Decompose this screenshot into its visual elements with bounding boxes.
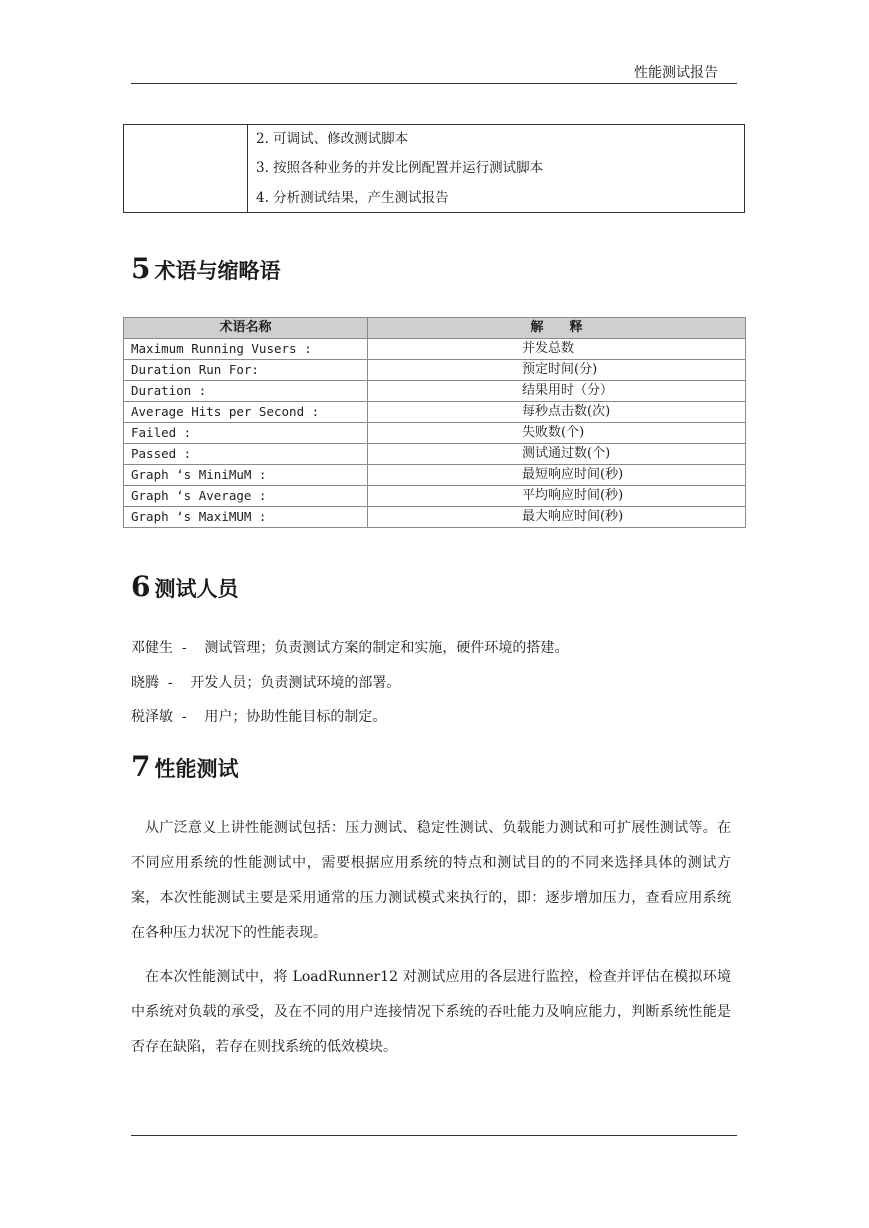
desc-cell: 最短响应时间(秒) xyxy=(368,465,746,486)
desc-cell: 测试通过数(个) xyxy=(368,444,746,465)
section-number: 6 xyxy=(131,570,151,603)
task-line-3: 3. 按照各种业务的并发比例配置并运行测试脚本 xyxy=(256,160,544,176)
section-6-heading xyxy=(131,570,238,603)
task-box xyxy=(123,124,745,213)
footer-rule xyxy=(131,1135,737,1136)
table-row xyxy=(124,402,746,423)
desc-cell: 失败数(个) xyxy=(368,423,746,444)
section-title: 性能测试 xyxy=(154,756,239,781)
term-cell: Maximum Running Vusers : xyxy=(124,339,368,360)
person-line: 邓健生 - 测试管理；负责测试方案的制定和实施，硬件环境的搭建。 xyxy=(131,640,569,656)
term-cell: Duration Run For: xyxy=(124,360,368,381)
section-5-heading xyxy=(131,252,280,285)
person-line: 晓腾 - 开发人员；负责测试环境的部署。 xyxy=(131,675,401,691)
desc-cell: 最大响应时间(秒) xyxy=(368,507,746,528)
table-row xyxy=(124,360,746,381)
table-row xyxy=(124,381,746,402)
column-header-term: 术语名称 xyxy=(124,318,368,339)
table-row xyxy=(124,486,746,507)
table-row xyxy=(124,423,746,444)
term-cell: Duration : xyxy=(124,381,368,402)
section-title: 术语与缩略语 xyxy=(154,258,281,283)
task-line-4: 4. 分析测试结果，产生测试报告 xyxy=(256,190,449,206)
desc-cell: 预定时间(分) xyxy=(368,360,746,381)
term-cell: Graph ‘s Average : xyxy=(124,486,368,507)
term-cell: Graph ‘s MaxiMUM : xyxy=(124,507,368,528)
column-header-desc: 解 释 xyxy=(368,318,746,339)
table-header-row xyxy=(124,318,746,339)
table-row xyxy=(124,339,746,360)
task-line-2: 2. 可调试、修改测试脚本 xyxy=(256,131,409,147)
term-cell: Passed : xyxy=(124,444,368,465)
table-row xyxy=(124,465,746,486)
desc-cell: 结果用时（分） xyxy=(368,381,746,402)
term-cell: Failed : xyxy=(124,423,368,444)
person-line: 税泽敏 - 用户；协助性能目标的制定。 xyxy=(131,709,387,725)
terms-table xyxy=(123,317,746,528)
desc-cell: 每秒点击数(次) xyxy=(368,402,746,423)
section-title: 测试人员 xyxy=(154,576,239,601)
section-7-heading xyxy=(131,750,238,783)
term-cell: Graph ‘s MiniMuM : xyxy=(124,465,368,486)
term-cell: Average Hits per Second : xyxy=(124,402,368,423)
body-paragraph: 在本次性能测试中，将 LoadRunner12 对测试应用的各层进行监控，检查并评估在模拟环境中系统对负载的承受，及在不同的用户连接情况下系统的吞吐能力及响应能力，判断系统性能是否存在缺陷，若存在则找系统的低效模块。 xyxy=(131,969,731,1055)
header-rule xyxy=(131,83,737,84)
task-box-divider xyxy=(247,125,248,212)
section-number: 5 xyxy=(131,252,151,285)
desc-cell: 并发总数 xyxy=(368,339,746,360)
header-title: 性能测试报告 xyxy=(634,65,718,81)
table-row xyxy=(124,444,746,465)
desc-cell: 平均响应时间(秒) xyxy=(368,486,746,507)
section-number: 7 xyxy=(131,750,151,783)
table-row xyxy=(124,507,746,528)
body-paragraph: 从广泛意义上讲性能测试包括：压力测试、稳定性测试、负载能力测试和可扩展性测试等。在不同应用系统的性能测试中，需要根据应用系统的特点和测试目的的不同来选择具体的测试方案，本次性能测试主要是采用通常的压力测试模式来执行的，即：逐步增加压力，查看应用系统在各种压力状况下的性能表现。 xyxy=(131,820,731,941)
